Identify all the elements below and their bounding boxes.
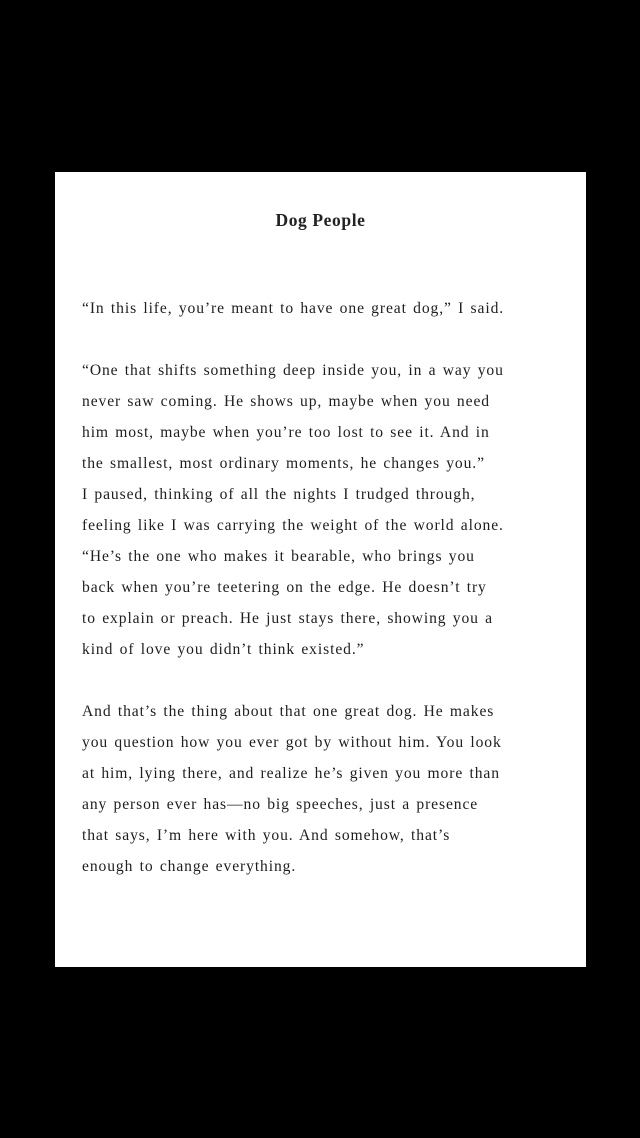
text-line: at him, lying there, and realize he’s given you more than	[82, 765, 500, 782]
text-line: that says, I’m here with you. And somehow, that’s	[82, 827, 451, 844]
text-line: to explain or preach. He just stays there, showing you a	[82, 610, 493, 627]
text-line: “One that shifts something deep inside you, in a way you	[82, 362, 504, 379]
text-line: “He’s the one who makes it bearable, who brings you	[82, 548, 475, 565]
text-line: back when you’re teetering on the edge. He doesn’t try	[82, 579, 487, 596]
paragraph-2	[82, 355, 577, 665]
text-line: you question how you ever got by without him. You look	[82, 734, 502, 751]
text-line: never saw coming. He shows up, maybe when you need	[82, 393, 490, 410]
text-line: him most, maybe when you’re too lost to see it. And in	[82, 424, 490, 441]
text-line: And that’s the thing about that one great dog. He makes	[82, 703, 495, 720]
text-line: feeling like I was carrying the weight of the world alone.	[82, 517, 504, 534]
text-line: I paused, thinking of all the nights I trudged through,	[82, 486, 476, 503]
text-line: kind of love you didn’t think existed.”	[82, 641, 365, 658]
document-body	[82, 293, 577, 913]
document-page	[55, 172, 586, 967]
text-line: any person ever has—no big speeches, just a presence	[82, 796, 479, 813]
text-line: the smallest, most ordinary moments, he changes you.”	[82, 455, 485, 472]
text-line: enough to change everything.	[82, 858, 297, 875]
paragraph-3	[82, 696, 577, 882]
paragraph-1	[82, 293, 577, 324]
page-title: Dog People	[275, 210, 366, 230]
text-line: “In this life, you’re meant to have one great dog,” I said.	[82, 300, 505, 317]
